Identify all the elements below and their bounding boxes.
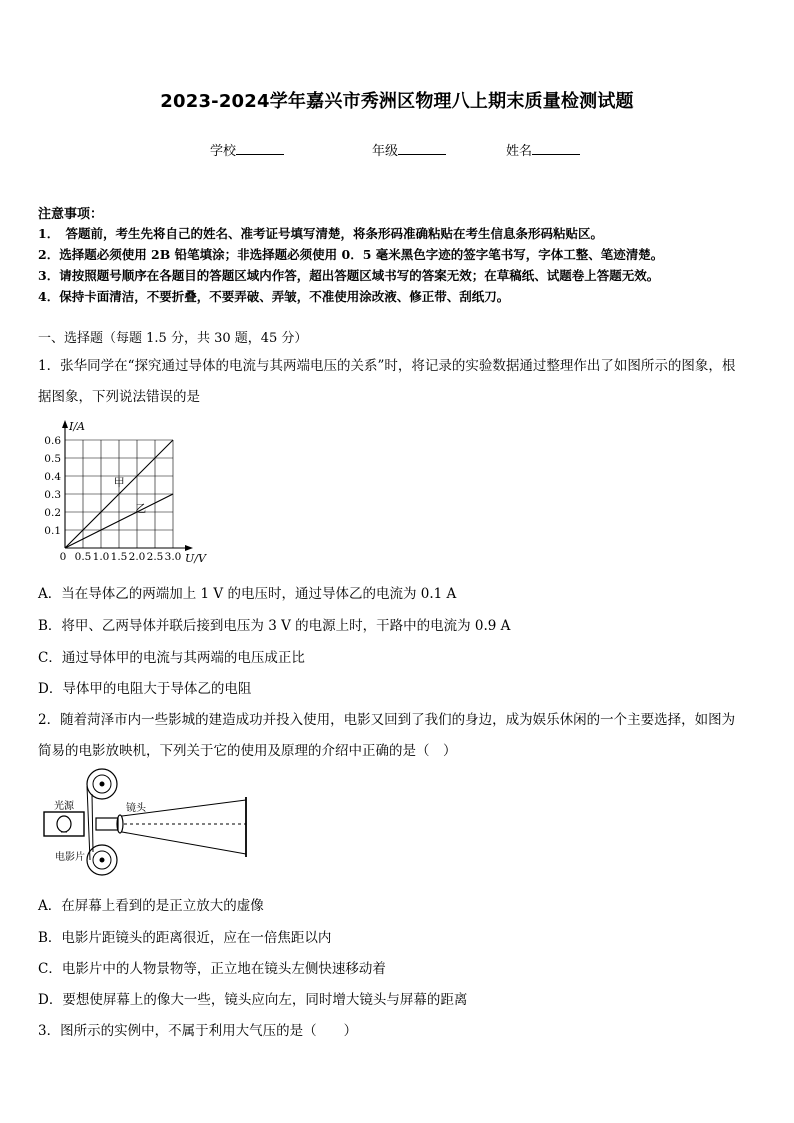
name-field[interactable] xyxy=(506,140,580,159)
note-item: 4．保持卡面清洁，不要折叠，不要弄破、弄皱，不准使用涂改液、修正带、刮纸刀。 xyxy=(38,289,510,304)
x-tick-label: 2.0 xyxy=(128,551,146,563)
x-axis-label: U/V xyxy=(185,552,206,565)
x-tick-label: 3.0 xyxy=(164,551,182,563)
y-axis-arrow xyxy=(62,420,68,428)
q2-option-c[interactable]: C．电影片中的人物景物等，正立地在镜头左侧快速移动着 xyxy=(38,961,386,977)
bulb-icon xyxy=(57,816,71,832)
y-tick-label: 0.5 xyxy=(44,453,61,465)
lens-label: 镜头 xyxy=(126,803,146,814)
x-tick-label: 1.5 xyxy=(110,551,128,563)
q2-option-d[interactable]: D．要想使屏幕上的像大一些，镜头应向左，同时增大镜头与屏幕的距离 xyxy=(38,992,468,1008)
note-item: 2．选择题必须使用 2B 铅笔填涂；非选择题必须使用 0．5 毫米黑色字迹的签字笔书写，字体工整、笔迹清楚。 xyxy=(38,247,664,262)
school-label: 学校 xyxy=(210,144,237,159)
notes-heading: 注意事项： xyxy=(38,207,104,222)
iu-chart xyxy=(30,412,230,572)
grade-field[interactable] xyxy=(372,140,446,159)
x-tick-label: 2.5 xyxy=(146,551,164,563)
q1-stem-line1: 1．张华同学在“探究通过导体的电流与其两端电压的关系”时，将记录的实验数据通过整理作出了如图所示的图象，根 xyxy=(38,358,736,374)
q1-option-a[interactable]: A．当在导体乙的两端加上 1 V 的电压时，通过导体乙的电流为 0.1 A xyxy=(38,586,457,602)
school-blank[interactable] xyxy=(236,142,284,155)
y-axis-label: I/A xyxy=(69,420,85,433)
q2-option-a[interactable]: A．在屏幕上看到的是正立放大的虚像 xyxy=(38,898,264,914)
x-tick-label: 1.0 xyxy=(92,551,110,563)
q2-stem-line2: 简易的电影放映机，下列关于它的使用及原理的介绍中正确的是（ ） xyxy=(38,743,457,759)
light-source-label: 光源 xyxy=(54,801,74,812)
projector-figure xyxy=(40,764,255,882)
lens-tube xyxy=(96,818,118,830)
grade-blank[interactable] xyxy=(398,142,446,155)
q1-option-d[interactable]: D．导体甲的电阻大于导体乙的电阻 xyxy=(38,681,252,697)
note-item: 1． 答题前，考生先将自己的姓名、准考证号填写清楚，将条形码准确粘贴在考生信息条形码粘贴区。 xyxy=(38,226,603,241)
q1-option-c[interactable]: C．通过导体甲的电流与其两端的电压成正比 xyxy=(38,650,305,666)
name-label: 姓名 xyxy=(506,144,533,159)
x-axis-arrow xyxy=(185,545,193,551)
page-title: 2023-2024学年嘉兴市秀洲区物理八上期末质量检测试题 xyxy=(160,91,634,112)
q3-stem: 3．图所示的实例中，不属于利用大气压的是（ ） xyxy=(38,1023,358,1039)
section-heading: 一、选择题（每题 1.5 分，共 30 题，45 分） xyxy=(38,331,308,346)
q1-option-b[interactable]: B．将甲、乙两导体并联后接到电压为 3 V 的电源上时，干路中的电流为 0.9 A xyxy=(38,618,511,634)
name-blank[interactable] xyxy=(532,142,580,155)
q2-option-b[interactable]: B．电影片距镜头的距离很近，应在一倍焦距以内 xyxy=(38,930,332,946)
grade-label: 年级 xyxy=(372,144,399,159)
y-tick-label: 0.2 xyxy=(44,507,61,519)
y-tick-label: 0.3 xyxy=(44,489,61,501)
y-tick-label: 0.4 xyxy=(44,471,61,483)
x-tick-label: 0 xyxy=(59,551,67,563)
series-label: 乙 xyxy=(135,502,147,515)
note-item: 3．请按照题号顺序在各题目的答题区域内作答，超出答题区域书写的答案无效；在草稿纸、试题卷上答题无效。 xyxy=(38,268,660,283)
y-tick-label: 0.1 xyxy=(44,525,61,537)
x-tick-label: 0.5 xyxy=(74,551,92,563)
q1-stem-line2: 据图象，下列说法错误的是 xyxy=(38,389,200,405)
school-field[interactable] xyxy=(210,140,284,159)
y-tick-label: 0.6 xyxy=(44,435,61,447)
film-label: 电影片 xyxy=(55,852,85,863)
series-label: 甲 xyxy=(113,475,125,489)
q2-stem-line1: 2．随着菏泽市内一些影城的建造成功并投入使用，电影又回到了我们的身边，成为娱乐休闲的一个主要选择，如图为 xyxy=(38,712,736,728)
